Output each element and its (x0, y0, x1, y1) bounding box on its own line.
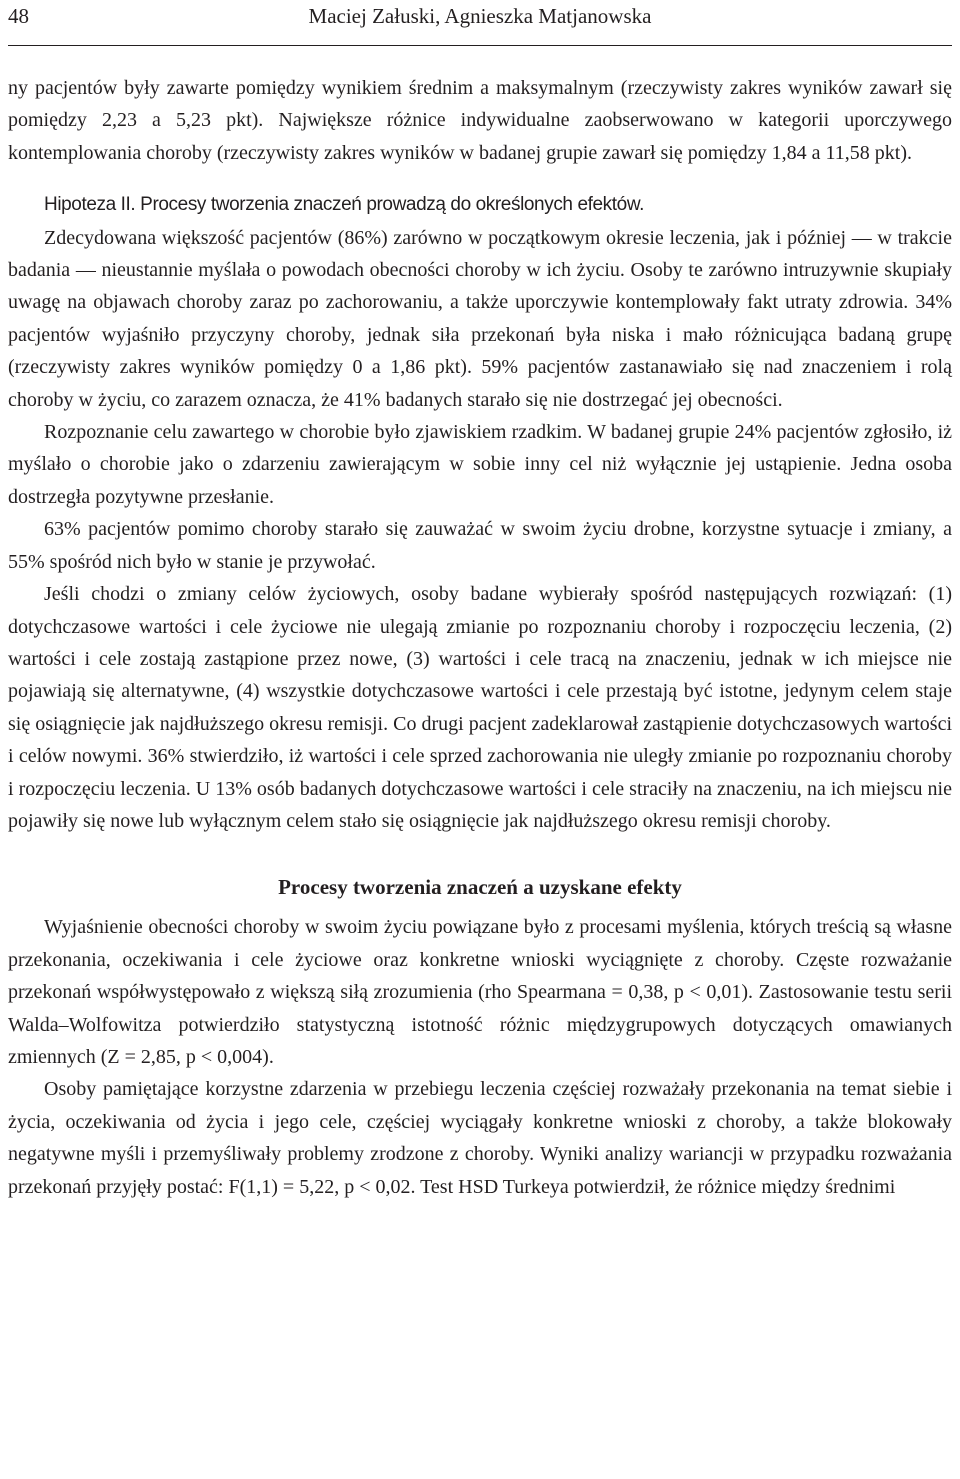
hypothesis-heading: Hipoteza II. Procesy tworzenia znaczeń prowadzą do określonych efektów. (44, 194, 644, 216)
spacer (8, 837, 952, 871)
paragraph: Wyjaśnienie obecności choroby w swoim życiu powiązane było z procesami myślenia, których treścią są własne przekonania, oczekiwania i cele życiowe oraz konkretne wnioski wyciągnięte z choroby. Częste rozważanie przekonań współwystępowało z większą siłą zrozumienia (rho Spearmana = 0,38, p < 0,01). Zastosowanie testu serii Walda–Wolfowitza potwierdziło statystyczną istotność różnic międzygrupowych dotyczących omawianych zmiennych (Z = 2,85, p < 0,004). (8, 916, 952, 1068)
spacer (8, 903, 952, 911)
running-title: Maciej Załuski, Agnieszka Matjanowska (308, 4, 652, 28)
paragraph: 63% pacjentów pomimo choroby starało się zauważać w swoim życiu drobne, korzystne sytuacje i zmiany, a 55% spośród nich było w stanie je przywołać. (8, 518, 952, 573)
paragraph: Rozpoznanie celu zawartego w chorobie było zjawiskiem rzadkim. W badanej grupie 24% pacjentów zgłosiło, iż myślało o chorobie jako o zdarzeniu zawierającym w sobie inny cel niż wyłącznie jej ustąpienie. Jedna osoba dostrzegła pozytywne przesłanie. (8, 421, 952, 508)
page-number: 48 (8, 4, 29, 28)
running-head (8, 0, 952, 36)
paragraph: Jeśli chodzi o zmiany celów życiowych, osoby badane wybierały spośród następujących rozwiązań: (1) dotychczasowe wartości i cele życiowe nie ulegają zmianie po rozpoznaniu choroby i rozpoczęciu leczenia, (2) wartości i cele zostają zastąpione przez nowe, (3) wartości i cele tracą na znaczeniu, jednak w ich miejsce nie pojawiają się alternatywne, (4) wszystkie dotychczasowe wartości i cele przestają być istotne, jedynym celem staje się osiągnięcie jak najdłuższego okresu remisji. Co drugi pacjent zadeklarował zastąpienie dotychczasowych wartości i celów nowymi. 36% stwierdziło, iż wartości i cele sprzed zachorowania nie uległy zmianie po rozpoznaniu choroby i rozpoczęciu leczenia. U 13% osób badanych dotychczasowe wartości i cele straciły na znaczeniu, na ich miejscu nie pojawiły się nowe lub wyłącznym celem stało się osiągnięcie jak najdłuższego okresu remisji choroby. (8, 583, 952, 832)
section-heading: Procesy tworzenia znaczeń a uzyskane efekty (278, 875, 682, 900)
paragraph: Zdecydowana większość pacjentów (86%) zarówno w początkowym okresie leczenia, jak i później — w trakcie badania — nieustannie myślała o powodach obecności choroby w ich życiu. Osoby te zarówno intruzywnie skupiały uwagę na objawach choroby zaraz po zachorowaniu, a także uporczywie kontemplowały fakt utraty zdrowia. 34% pacjentów wyjaśniło przyczyny choroby, jednak siła przekonań była niska i mało różnicująca badaną grupę (rzeczywisty zakres wyników pomiędzy 0 a 1,86 pkt). 59% pacjentów zastanawiało się nad znaczeniem i rolą choroby w życiu, co zarazem oznacza, że 41% badanych starało się nie dostrzegać jej obecności. (8, 226, 952, 411)
paragraph-continuation: ny pacjentów były zawarte pomiędzy wynikiem średnim a maksymalnym (rzeczywisty zakres wyników zawarł się pomiędzy 2,23 a 5,23 pkt). Największe różnice indywidualne zaobserwowano w kategorii uporczywego kontemplowania choroby (rzeczywisty zakres wyników w badanej grupie zawarł się pomiędzy 1,84 a 11,58 pkt). (8, 77, 952, 164)
paragraph: Osoby pamiętające korzystne zdarzenia w przebiegu leczenia częściej rozważały przekonania na temat siebie i życia, oczekiwania od życia i jego cele, częściej wyciągały konkretne wnioski z choroby, a także blokowały negatywne myśli i przemyśliwały problemy zrodzone z choroby. Wyniki analizy wariancji w przypadku rozważania przekonań przyjęły postać: F(1,1) = 5,22, p < 0,02. Test HSD Turkeya potwierdził, że różnice między średnimi (8, 1078, 952, 1198)
header-rule (8, 45, 952, 46)
spacer (8, 169, 952, 189)
body-text (8, 72, 952, 1203)
